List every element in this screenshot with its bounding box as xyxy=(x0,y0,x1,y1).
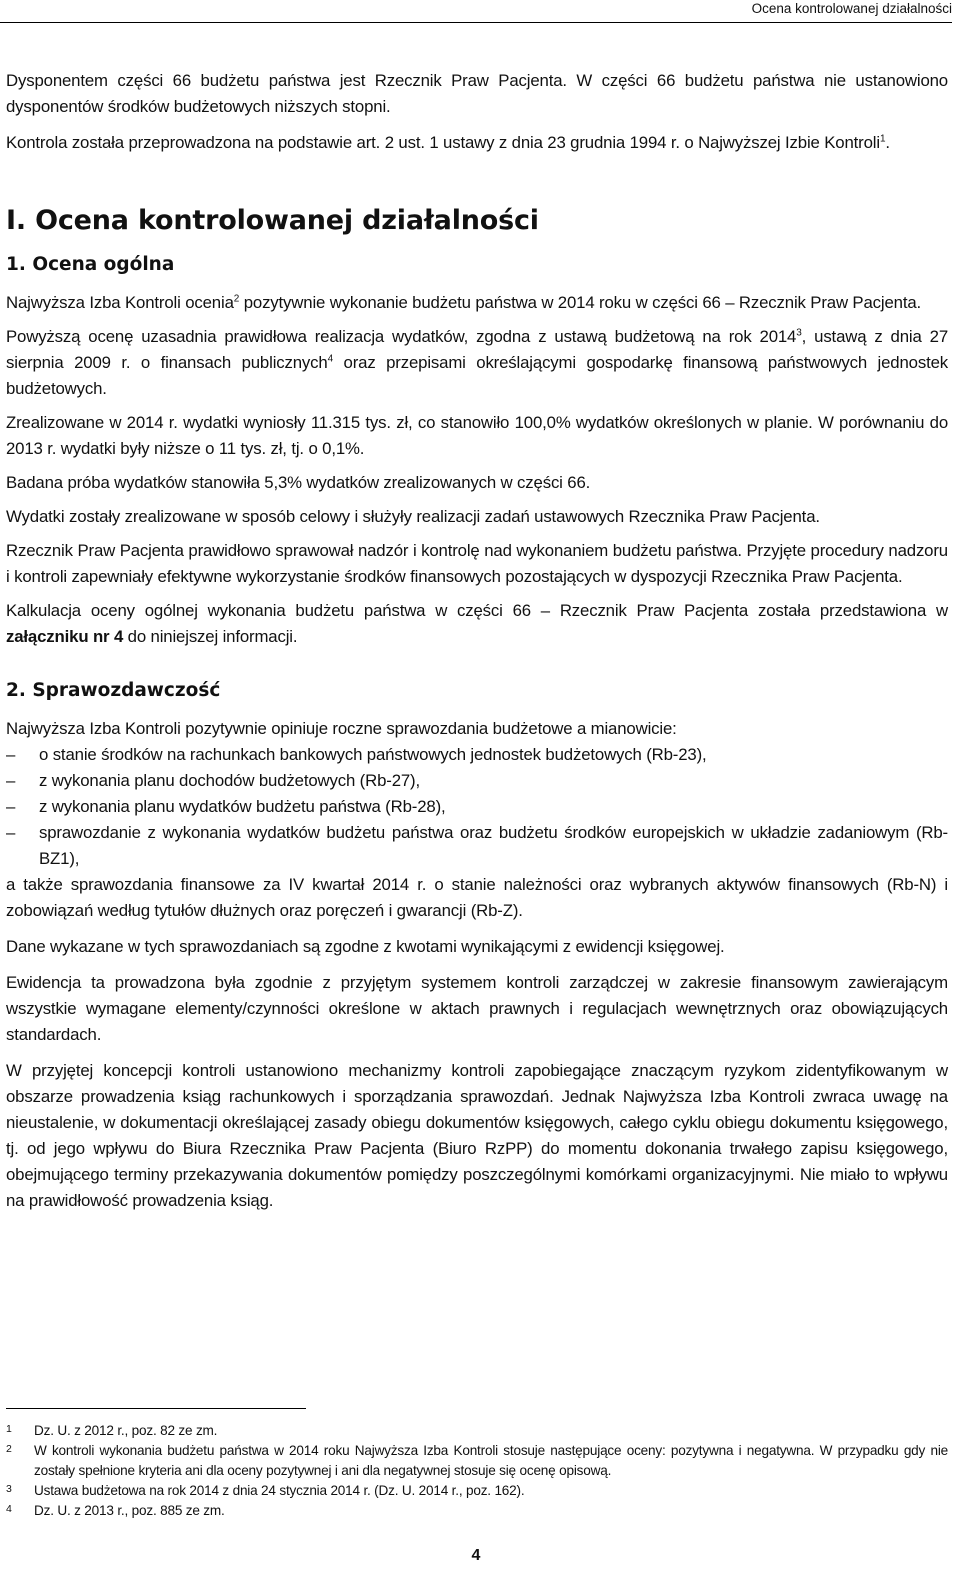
section1-paragraph-3: Zrealizowane w 2014 r. wydatki wyniosły 11.315 tys. zł, co stanowiło 100,0% wydatków określonych w planie. W porównaniu do 2013 r. wydatki były niższe o 11 tys. zł, tj. o 0,1%. xyxy=(6,413,948,458)
list-item: ‒ z wykonania planu dochodów budżetowych (Rb-27), xyxy=(6,768,948,794)
footnote-1: 1 Dz. U. z 2012 r., poz. 82 ze zm. xyxy=(6,1423,218,1438)
intro-paragraph-1: Dysponentem części 66 budżetu państwa jest Rzecznik Praw Pacjenta. W części 66 budżetu państwa nie ustanowiono dysponentów środków budżetowych niższych stopni. xyxy=(6,71,948,116)
page-number: 4 xyxy=(471,1547,481,1564)
document-body xyxy=(6,68,948,1214)
footnote-ref-1[interactable]: 1 xyxy=(879,133,886,145)
section1-paragraph-1: Najwyższa Izba Kontroli ocenia$^2$ pozytywnie wykonanie budżetu państwa w 2014 roku w części 66 ‒ Rzecznik Praw Pacjenta. xyxy=(6,293,922,312)
section1-paragraph-7: Kalkulacja oceny ogólnej wykonania budżetu państwa w części 66 ‒ Rzecznik Praw Pacjenta została przedstawiona w załączniku nr 4 do niniejszej informacji. xyxy=(6,601,948,646)
section2-paragraph-2: Dane wykazane w tych sprawozdaniach są zgodne z kwotami wynikającymi z ewidencji księgowej. xyxy=(6,937,725,956)
footnote-2: 2 W kontroli wykonania budżetu państwa w 2014 roku Najwyższa Izba Kontroli stosuje następujące oceny: pozytywna i negatywna. W przypadku gdy nie zostały spełnione kryteria ani dla oceny pozytywnej i ani dla negatywnej stosuje się ocenę opisową. xyxy=(6,1443,948,1478)
section1-paragraph-6: Rzecznik Praw Pacjenta prawidłowo sprawował nadzór i kontrolę nad wykonaniem budżetu państwa. Przyjęte procedury nadzoru i kontroli zapewniały efektywne wykorzystanie środków finansowych pozostających w dyspozycji Rzecznika Praw Pacjenta. xyxy=(6,541,948,586)
section1-paragraph-4: Badana próba wydatków stanowiła 5,3% wydatków zrealizowanych w części 66. xyxy=(6,473,591,492)
footnote-separator xyxy=(6,1408,306,1409)
dash-bullet: ‒ xyxy=(6,823,16,842)
list-item: ‒ o stanie środków na rachunkach bankowych państwowych jednostek budżetowych (Rb-23), xyxy=(6,742,948,768)
section1-paragraph-5: Wydatki zostały zrealizowane w sposób celowy i służyły realizacji zadań ustawowych Rzecznika Praw Pacjenta. xyxy=(6,507,820,526)
intro-paragraph-2: Kontrola została przeprowadzona na podstawie art. 2 ust. 1 ustawy z dnia 23 grudnia 1994 r. o Najwyższej Izbie Kontroli$^1$. xyxy=(6,133,890,152)
chapter-title: I. Ocena kontrolowanej działalności xyxy=(6,205,539,236)
section-title-ocena-ogolna: 1. Ocena ogólna xyxy=(6,254,175,275)
section2-lead: Najwyższa Izba Kontroli pozytywnie opiniuje roczne sprawozdania budżetowe a mianowicie: xyxy=(6,719,677,738)
list-item: ‒ z wykonania planu wydatków budżetu państwa (Rb-28), xyxy=(6,794,948,820)
report-list xyxy=(6,742,948,872)
section-title-sprawozdawczosc: 2. Sprawozdawczość xyxy=(6,680,221,701)
footnote-3: 3 Ustawa budżetowa na rok 2014 z dnia 24 stycznia 2014 r. (Dz. U. 2014 r., poz. 162). xyxy=(6,1483,525,1498)
footnote-ref-2[interactable]: 2 xyxy=(233,293,240,305)
attachment-reference: załączniku nr 4 xyxy=(6,627,124,646)
list-item: ‒ sprawozdanie z wykonania wydatków budżetu państwa oraz budżetu środków europejskich w układzie zadaniowym (Rb-BZ1), xyxy=(6,820,948,872)
section1-paragraph-2: Powyższą ocenę uzasadnia prawidłowa realizacja wydatków, zgodna z ustawą budżetową na rok 2014$^3$, ustawą z dnia 27 sierpnia 2009 r. o finansach publicznych$^4$ oraz przepisami określającymi gospodarkę finansową państwowych jednostek budżetowych. xyxy=(6,327,949,398)
section2-paragraph-4: W przyjętej koncepcji kontroli ustanowiono mechanizmy kontroli zapobiegające znaczącym ryzykom zidentyfikowanym w obszarze prowadzenia ksiąg rachunkowych i sporządzania sprawozdań. Jednak Najwyższa Izba Kontroli zwraca uwagę na nieustalenie, w dokumentacji określającej zasady obiegu dokumentów księgowych, całego cyklu obiegu dokumentu księgowego, tj. od jego wpływu do Biura Rzecznika Praw Pacjenta (Biuro RzPP) do momentu dokonania trwałego zapisu księgowego, obejmującego terminy przekazywania dokumentów pomiędzy poszczególnymi komórkami organizacyjnymi. Nie miało to wpływu na prawidłowość prowadzenia ksiąg. xyxy=(6,1061,948,1210)
section2-paragraph-3: Ewidencja ta prowadzona była zgodnie z przyjętym systemem kontroli zarządczej w zakresie finansowym zawierającym wszystkie wymagane elementy/czynności określone w aktach prawnych i regulacjach wewnętrznych oraz obowiązujących standardach. xyxy=(6,973,948,1044)
footnote-ref-3[interactable]: 3 xyxy=(796,327,802,339)
running-header-title: Ocena kontrolowanej działalności xyxy=(751,1,952,16)
section2-after-list: a także sprawozdania finansowe za IV kwartał 2014 r. o stanie należności oraz wybranych aktywów finansowych (Rb-N) i zobowiązań według tytułów dłużnych oraz poręczeń i gwarancji (Rb-Z). xyxy=(6,875,948,920)
footnotes xyxy=(6,1421,948,1521)
dash-bullet: ‒ xyxy=(6,797,16,816)
dash-bullet: ‒ xyxy=(6,771,16,790)
running-header xyxy=(0,0,952,23)
footnote-4: 4 Dz. U. z 2013 r., poz. 885 ze zm. xyxy=(6,1503,225,1518)
dash-bullet: ‒ xyxy=(6,745,16,764)
footnote-ref-4[interactable]: 4 xyxy=(327,353,334,365)
